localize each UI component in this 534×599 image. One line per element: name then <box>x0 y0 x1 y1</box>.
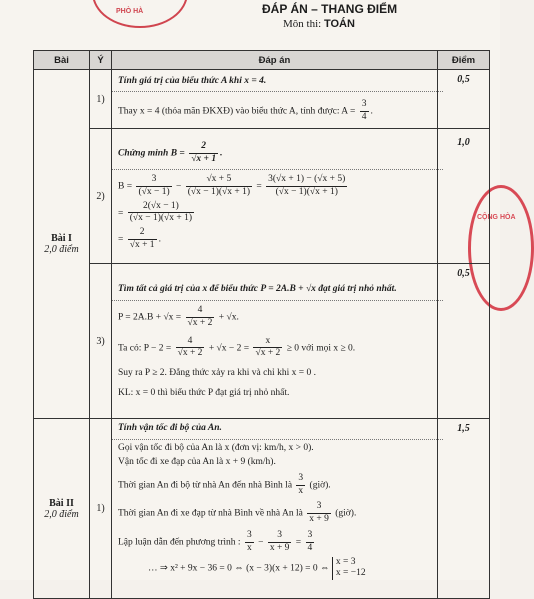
fraction <box>186 305 215 330</box>
frac-den: (√x − 1)(√x + 1) <box>187 186 251 197</box>
bai2-y1-task: Tính vận tốc đi bộ của An. <box>118 423 222 433</box>
frac-den: x <box>246 543 252 553</box>
table-row <box>34 419 490 599</box>
frac-den: x + 9 <box>269 543 290 553</box>
table-row <box>34 129 490 264</box>
expr-text: ≥ 0 với mọi x ≥ 0. <box>286 343 356 354</box>
frac-num: 2 <box>189 141 218 154</box>
seal-text-right: CỘNG HÒA <box>477 214 516 221</box>
bai1-y2-line1: B = $\frac{3}{(√x - 1)}$ − $\frac{√x + 5}{(√x - 1)(√x + 1)}$ = $\frac{3(√x + 1) - (√x + 5)}{(√x - 1)(√x + 1)}$ <box>118 173 346 197</box>
bai1-y3-line2 <box>118 336 437 361</box>
divider <box>112 91 443 92</box>
bai1-y2-answer <box>112 129 438 264</box>
subject-line <box>283 18 355 30</box>
expr-text: Thời gian An đi xe đạp từ nhà Bình về nhà An là <box>118 508 303 519</box>
frac-num: 3 <box>307 501 331 514</box>
frac-num: 3 <box>268 530 292 543</box>
frac-num: 3 <box>360 99 369 112</box>
subject-prefix: Môn thi: <box>283 18 322 30</box>
answer-table <box>33 50 490 599</box>
bai1-y3-label: 3) <box>90 264 112 419</box>
fraction <box>253 336 282 361</box>
fraction <box>128 201 194 226</box>
bai2-y1-label: 1) <box>90 419 112 599</box>
expr-lhs: B = <box>118 181 133 192</box>
fraction <box>307 501 331 526</box>
bai2-y1-answer <box>112 419 438 599</box>
bai1-y2-score: 1,0 <box>438 129 490 264</box>
expr-text: + √x − 2 = <box>208 343 250 354</box>
bai2-y1-line4 <box>118 501 437 526</box>
frac-num: 3 <box>296 473 305 486</box>
bai1-y3-task: Tìm tất cả giá trị của x để biểu thức P = 2A.B + √x đạt giá trị nhỏ nhất. <box>118 283 397 294</box>
bai1-points: 2,0 điểm <box>44 244 79 255</box>
subject-name: TOÁN <box>323 18 355 30</box>
frac-num: 3 <box>306 530 315 543</box>
fraction <box>266 174 347 199</box>
expr-text: (giờ). <box>335 508 357 519</box>
frac-num: 3 <box>136 174 171 187</box>
frac-num: 4 <box>176 336 205 349</box>
fraction <box>186 174 252 199</box>
bai1-y2-task: Chứng minh B = $\frac{2}{√x + 1}$ . <box>118 141 223 164</box>
expr-text: Ta có: P − 2 = <box>118 343 172 354</box>
bai1-name: Bài I <box>51 233 72 244</box>
fraction <box>176 336 205 361</box>
frac-num: 3 <box>245 530 254 543</box>
fraction <box>136 174 171 199</box>
col-header-diem: Điểm <box>438 51 490 70</box>
fraction <box>268 530 292 555</box>
bai1-y2-line3: = $\frac{2}{√x + 1}$ . <box>118 227 161 251</box>
frac-num: 3(√x + 1) − (√x + 5) <box>266 174 347 187</box>
divider <box>112 439 443 440</box>
expr-text: P = 2A.B + √x = <box>118 312 182 323</box>
bai2-cell <box>34 419 90 599</box>
bai1-y2-label: 2) <box>90 129 112 264</box>
bai1-y1-score: 0,5 <box>438 70 490 129</box>
fraction <box>245 530 254 555</box>
red-seal-stamp <box>92 0 188 28</box>
divider <box>112 169 443 170</box>
fraction <box>128 227 157 252</box>
table-row <box>34 264 490 419</box>
expr-text: Thời gian An đi bộ từ nhà An đến nhà Bình là <box>118 480 293 491</box>
frac-den: (√x − 1)(√x + 1) <box>275 186 338 197</box>
bai1-y1-line1: Thay x = 4 (thỏa mãn ĐKXĐ) vào biểu thức A, tính được: A = $\frac{3}{4}$ . <box>118 99 373 122</box>
col-header-bai: Bài <box>34 51 90 70</box>
bai2-y1-line1: Gọi vận tốc đi bộ của An là x (đơn vị: km/h, x > 0). <box>118 442 314 453</box>
bai1-y1-task: Tính giá trị của biểu thức A khi x = 4. <box>118 76 267 87</box>
bai2-name: Bài II <box>49 497 74 509</box>
divider <box>112 300 443 301</box>
frac-den: x <box>298 485 304 496</box>
bai1-y3-line3: Suy ra P ≥ 2. Đẳng thức xảy ra khi và chỉ khi x = 0 . <box>118 368 316 379</box>
frac-den: x + 9 <box>309 514 329 525</box>
frac-num: 4 <box>186 305 215 318</box>
frac-den: 4 <box>307 543 313 553</box>
bai2-y1-line5: Lập luận dẫn đến phương trình : $\frac{3}{x}$ − $\frac{3}{x + 9}$ = $\frac{3}{4}$ <box>118 530 313 553</box>
bai1-y3-score: 0,5 <box>438 264 490 419</box>
bai1-y1-answer <box>112 70 438 129</box>
bai2-points: 2,0 điểm <box>44 508 79 520</box>
bai2-y1-line2: Vận tốc đi xe đạp của An là x + 9 (km/h). <box>118 456 276 467</box>
case-1: x = 3 <box>335 556 356 567</box>
frac-num: x <box>253 336 282 349</box>
bai1-cell <box>34 70 90 419</box>
fraction <box>360 99 369 124</box>
bai1-y2-line2: = $\frac{2(√x - 1)}{(√x - 1)(√x + 1)}$ <box>118 200 193 224</box>
expr-text: Lập luận dẫn đến phương trình : <box>118 537 241 548</box>
bai2-y1-line6 <box>118 557 437 580</box>
col-header-y: Ý <box>90 51 112 70</box>
expr-text: (giờ). <box>309 480 331 491</box>
bai1-y2-task-text: Chứng minh B = <box>118 148 185 159</box>
bai1-y1-text: Thay x = 4 (thỏa mãn ĐKXĐ) vào biểu thức A, tính được: A = <box>118 106 356 117</box>
frac-den: 4 <box>361 112 367 122</box>
bai1-y3-line1 <box>118 305 437 330</box>
case-bracket <box>332 557 366 580</box>
frac-den: √x + 2 <box>177 348 203 359</box>
fraction <box>189 141 218 166</box>
frac-den: √x + 1 <box>191 153 217 164</box>
bai2-y1-line3 <box>118 473 437 498</box>
bai2-y1-score: 1,5 <box>438 419 490 599</box>
case-2: x = −12 <box>335 568 366 579</box>
frac-den: √x + 1 <box>129 240 155 251</box>
table-header-row <box>34 51 490 70</box>
frac-den: (√x − 1)(√x + 1) <box>129 213 193 224</box>
col-header-dapan: Đáp án <box>112 51 438 70</box>
frac-den: √x + 2 <box>187 317 213 328</box>
fraction <box>306 530 315 555</box>
frac-num: 2 <box>128 227 157 240</box>
frac-num: 2(√x − 1) <box>128 201 194 214</box>
table-row <box>34 70 490 129</box>
seal-text: PHÒ HÀ <box>116 8 144 15</box>
bai1-y3-line4: KL: x = 0 thì biểu thức P đạt giá trị nhỏ nhất. <box>118 388 290 399</box>
fraction <box>296 473 305 498</box>
expr-text: … ⇒ x² + 9x − 36 = 0 ⇔ (x − 3)(x + 12) = 0 ⇔ <box>148 563 330 574</box>
expr-text: + √x. <box>218 312 239 323</box>
frac-num: √x + 5 <box>186 174 252 187</box>
document-title: ĐÁP ÁN – THANG ĐIỂM <box>262 2 398 16</box>
frac-den: (√x − 1) <box>138 186 170 197</box>
frac-den: √x + 2 <box>255 348 281 359</box>
bai1-y1-label: 1) <box>90 70 112 129</box>
bai1-y3-answer <box>112 264 438 419</box>
